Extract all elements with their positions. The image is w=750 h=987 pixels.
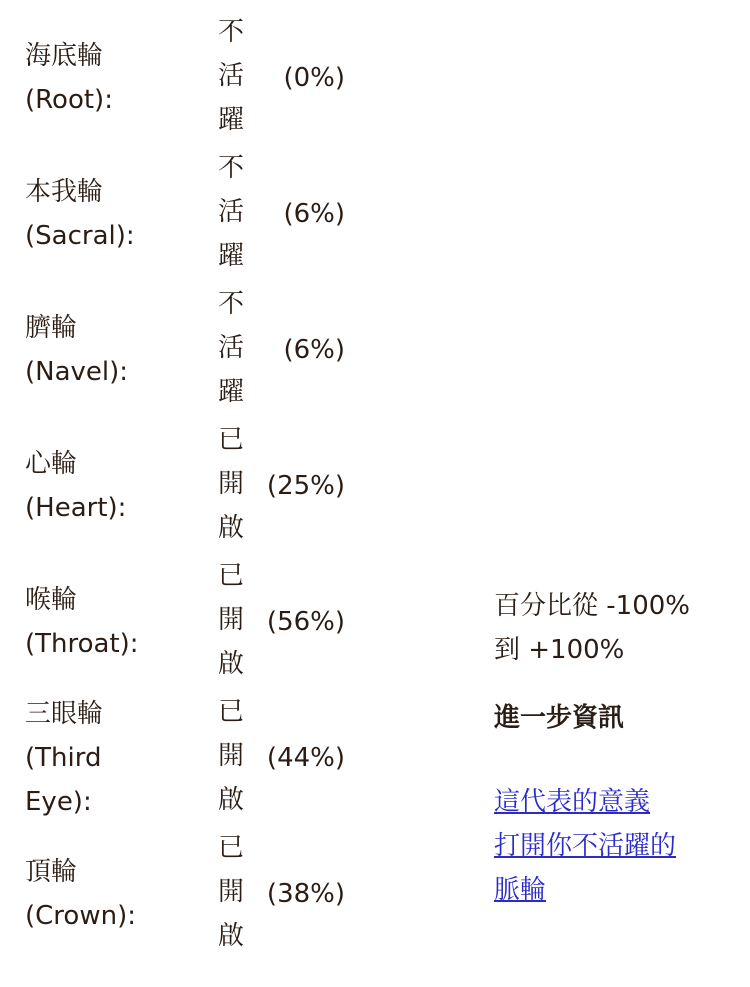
chakra-status: [215, 418, 247, 550]
chakra-row-crown: [25, 826, 355, 962]
chakra-name-chinese: 喉輪: [25, 585, 78, 615]
chakra-name-english: (Sacral):: [25, 221, 135, 251]
status-char: 已: [217, 425, 244, 455]
status-char: 躍: [217, 377, 244, 407]
chakra-status: [215, 690, 247, 822]
chakra-name: [25, 442, 205, 530]
chakra-name: [25, 170, 205, 258]
chakra-row-third-eye: [25, 690, 355, 826]
open-chakras-link-line: 脈輪: [494, 875, 547, 905]
chakra-row-heart: [25, 418, 355, 554]
chakra-percent: (6%): [283, 199, 345, 229]
status-char: 啟: [217, 513, 244, 543]
chakra-row-navel: [25, 282, 355, 418]
chakra-percent: (0%): [283, 63, 345, 93]
chakra-name: [25, 578, 205, 666]
status-char: 已: [217, 697, 244, 727]
more-info-heading: 進一步資訊: [494, 703, 625, 733]
status-char: 活: [217, 61, 244, 91]
status-char: 活: [217, 333, 244, 363]
status-char: 躍: [217, 241, 244, 271]
chakra-percent: (25%): [266, 471, 345, 501]
info-links: [494, 780, 734, 912]
chakra-name-english: (Crown):: [25, 901, 136, 931]
chakra-table: [25, 10, 355, 962]
chakra-name-english: (Throat):: [25, 629, 139, 659]
chakra-name-chinese: 頂輪: [25, 857, 78, 887]
chakra-name-chinese: 三眼輪: [25, 699, 104, 729]
chakra-name-chinese: 臍輪: [25, 313, 78, 343]
status-char: 不: [217, 289, 244, 319]
status-char: 開: [217, 605, 244, 635]
status-char: 啟: [217, 649, 244, 679]
chakra-status: [215, 282, 247, 414]
chakra-status: [215, 826, 247, 958]
status-char: 不: [217, 17, 244, 47]
status-char: 已: [217, 561, 244, 591]
chakra-name-english: (Heart):: [25, 493, 127, 523]
status-char: 開: [217, 469, 244, 499]
chakra-percent: (38%): [266, 879, 345, 909]
chakra-name: [25, 692, 205, 824]
chakra-name-chinese: 心輪: [25, 449, 78, 479]
info-sidebar: [494, 584, 734, 912]
status-char: 不: [217, 153, 244, 183]
chakra-row-throat: [25, 554, 355, 690]
status-char: 啟: [217, 921, 244, 951]
chakra-status: [215, 10, 247, 142]
chakra-row-root: [25, 10, 355, 146]
chakra-name-english: (Third: [25, 743, 102, 773]
status-char: 活: [217, 197, 244, 227]
chakra-status: [215, 554, 247, 686]
chakra-status: [215, 146, 247, 278]
range-note-line: 百分比從 -100%: [494, 591, 690, 621]
range-note-line: 到 +100%: [494, 635, 625, 665]
chakra-percent: (56%): [266, 607, 345, 637]
open-chakras-link-line: 打開你不活躍的: [494, 831, 677, 861]
chakra-percent: (6%): [283, 335, 345, 365]
status-char: 已: [217, 833, 244, 863]
status-char: 躍: [217, 105, 244, 135]
status-char: 開: [217, 741, 244, 771]
chakra-row-sacral: [25, 146, 355, 282]
chakra-name: [25, 850, 205, 938]
meaning-link[interactable]: 這代表的意義: [494, 787, 651, 817]
chakra-name: [25, 306, 205, 394]
chakra-name-english: (Root):: [25, 85, 113, 115]
chakra-percent: (44%): [266, 743, 345, 773]
chakra-name-english: Eye):: [25, 787, 92, 817]
chakra-name-chinese: 本我輪: [25, 177, 104, 207]
chakra-name: [25, 34, 205, 122]
chakra-name-chinese: 海底輪: [25, 41, 104, 71]
range-note: [494, 584, 734, 672]
status-char: 開: [217, 877, 244, 907]
status-char: 啟: [217, 785, 244, 815]
open-chakras-link[interactable]: [494, 824, 734, 912]
chakra-name-english: (Navel):: [25, 357, 129, 387]
